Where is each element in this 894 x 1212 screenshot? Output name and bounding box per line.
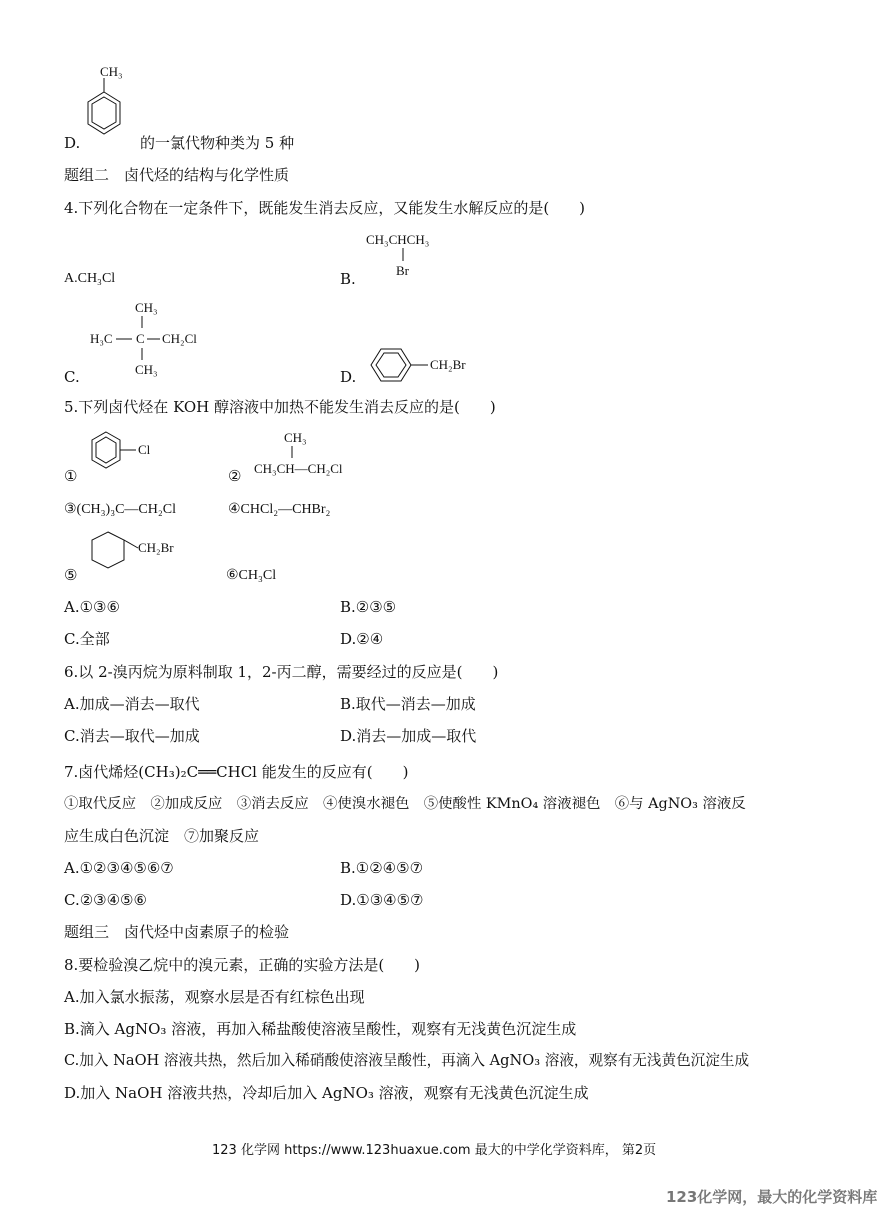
q8-stem: 8.要检验溴乙烷中的溴元素，正确的实验方法是( ) [64, 956, 421, 974]
q5-item1-label: ① [64, 467, 78, 485]
q3-option-d-text: 的一氯代物种类为 5 种 [140, 134, 295, 152]
q5-item4: ④CHCl₂—CHBr₂ [228, 502, 331, 517]
q7-option-c: C.②③④⑤⑥ [64, 891, 147, 909]
q4-c-right: CH₂Cl [162, 331, 197, 346]
q5-option-c: C.全部 [64, 630, 110, 648]
toluene-structure [82, 62, 142, 152]
q6-option-b: B.取代—消去—加成 [340, 695, 476, 713]
q5-item2-label: ② [228, 467, 242, 485]
q5-item1-structure [86, 430, 166, 480]
group2-heading: 题组二 卤代烃的结构与化学性质 [64, 166, 290, 184]
q5-item5-sub: CH₂Br [138, 540, 174, 555]
q5-option-d: D.②④ [340, 630, 384, 648]
q5-item2-structure [254, 428, 384, 478]
q4-c-left: H₃C [90, 331, 113, 346]
q4-c-center: C [136, 331, 145, 346]
q4-b-sub: Br [396, 263, 409, 278]
q7-choices-line2: 应生成白色沉淀 ⑦加聚反应 [64, 827, 260, 845]
q5-item3: ③(CH₃)₃C—CH₂Cl [64, 502, 176, 517]
q4-b-main: CH₃CHCH₃ [366, 232, 430, 247]
q4-d-structure [366, 345, 486, 385]
q4-d-sub: CH₂Br [430, 357, 466, 372]
q5-option-a: A.①③⑥ [64, 598, 120, 616]
q8-option-b: B.滴入 AgNO₃ 溶液，再加入稀盐酸使溶液呈酸性，观察有无浅黄色沉淀生成 [64, 1020, 577, 1038]
q4-option-c-label: C. [64, 368, 80, 386]
group3-heading: 题组三 卤代烃中卤素原子的检验 [64, 923, 290, 941]
q4-c-structure [90, 296, 220, 378]
q5-stem: 5.下列卤代烃在 KOH 醇溶液中加热不能发生消去反应的是( ) [64, 398, 496, 416]
q5-item1-sub: Cl [138, 442, 151, 457]
q6-option-c: C.消去—取代—加成 [64, 727, 200, 745]
q5-item2-top: CH₃ [284, 430, 307, 445]
q8-option-d: D.加入 NaOH 溶液共热，冷却后加入 AgNO₃ 溶液，观察有无浅黄色沉淀生成 [64, 1084, 589, 1102]
q8-option-c: C.加入 NaOH 溶液共热，然后加入稀硝酸使溶液呈酸性，再滴入 AgNO₃ 溶液，观察有无浅黄色沉淀生成 [64, 1052, 750, 1069]
q4-option-b-label: B. [340, 270, 356, 288]
q8-option-a: A.加入氯水振荡，观察水层是否有红棕色出现 [64, 988, 365, 1006]
q7-option-d: D.①③④⑤⑦ [340, 891, 424, 909]
toluene-methyl-label: CH₃ [100, 64, 123, 79]
q6-option-d: D.消去—加成—取代 [340, 727, 477, 745]
q3-option-d-label: D. [64, 134, 81, 152]
q5-item6: ⑥CH₃Cl [226, 568, 277, 583]
q7-choices-line1: ①取代反应 ②加成反应 ③消去反应 ④使溴水褪色 ⑤使酸性 KMnO₄ 溶液褪色 ⑥与 AgNO₃ 溶液反 [64, 796, 746, 812]
q4-option-a: A.CH₃Cl [64, 271, 116, 286]
q4-stem: 4.下列化合物在一定条件下，既能发生消去反应，又能发生水解反应的是( ) [64, 199, 586, 217]
q7-option-b: B.①②④⑤⑦ [340, 859, 424, 877]
site-watermark: 123化学网，最大的化学资料库 [666, 1188, 878, 1206]
q4-b-structure [366, 228, 466, 278]
q6-option-a: A.加成—消去—取代 [64, 695, 200, 713]
q4-option-d-label: D. [340, 368, 357, 386]
q6-stem: 6.以 2-溴丙烷为原料制取 1，2-丙二醇，需要经过的反应是( ) [64, 663, 499, 681]
q5-item5-structure [88, 528, 198, 578]
q7-stem: 7.卤代烯烃(CH₃)₂C══CHCl 能发生的反应有( ) [64, 763, 409, 781]
q5-option-b: B.②③⑤ [340, 598, 397, 616]
q5-item2-main: CH₃CH—CH₂Cl [254, 461, 343, 476]
q4-c-bottom: CH₃ [135, 362, 158, 377]
q7-option-a: A.①②③④⑤⑥⑦ [64, 859, 174, 877]
page-footer: 123 化学网 https://www.123huaxue.com 最大的中学化学资料库， 第2页 [212, 1143, 657, 1158]
q5-item5-label: ⑤ [64, 566, 78, 584]
q4-c-top: CH₃ [135, 300, 158, 315]
